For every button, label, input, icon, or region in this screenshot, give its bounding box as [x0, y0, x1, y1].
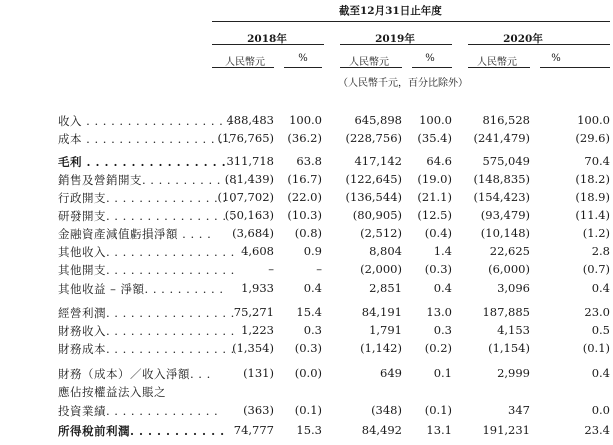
year-2018-header: 2018年	[247, 33, 287, 45]
cell-pct-2018: 0.9	[303, 244, 322, 258]
unit-note: （人民幣千元，百分比除外）	[338, 78, 468, 89]
cell-rmb-2020: 3,096	[497, 281, 530, 295]
cell-rmb-2019: (1,142)	[360, 341, 402, 355]
cell-rmb-2020: (10,148)	[480, 226, 530, 240]
cell-rmb-2019: 8,804	[369, 244, 402, 258]
cell-rmb-2020: 4,153	[497, 323, 530, 337]
cell-rmb-2020: 22,625	[489, 244, 530, 258]
cell-rmb-2019: 1,791	[369, 323, 402, 337]
unit-pct-2019: %	[425, 53, 435, 64]
cell-rmb-2019: (2,512)	[360, 226, 402, 240]
unit-rule-pct-2020	[540, 67, 610, 68]
unit-rmb-2020: 人民幣元	[477, 57, 517, 68]
cell-pct-2018: (36.2)	[287, 131, 322, 145]
cell-rmb-2020: 347	[508, 403, 530, 417]
cell-rmb-2019: 417,142	[354, 154, 402, 168]
cell-pct-2020: (0.7)	[582, 262, 610, 276]
cell-pct-2020: 0.0	[591, 403, 610, 417]
cell-rmb-2020: (148,835)	[473, 172, 530, 186]
cell-pct-2020: 0.4	[591, 281, 610, 295]
row-label: 銷售及營銷開支. . . . . . . . . . . .	[58, 173, 238, 187]
row-label: 財務成本. . . . . . . . . . . . . . . .	[58, 342, 235, 356]
cell-rmb-2020: (1,154)	[488, 341, 530, 355]
row-label: 行政開支. . . . . . . . . . . . . . . .	[58, 191, 235, 205]
cell-pct-2019: (19.0)	[417, 172, 452, 186]
cell-pct-2018: 15.4	[296, 305, 322, 319]
unit-rule-rmb-2018	[212, 67, 274, 68]
cell-rmb-2019: (136,544)	[345, 190, 402, 204]
cell-pct-2018: (0.0)	[294, 366, 322, 380]
cell-rmb-2018: –	[268, 262, 274, 276]
cell-rmb-2019: 2,851	[369, 281, 402, 295]
unit-rule-pct-2019	[412, 67, 452, 68]
header-rule-top	[212, 21, 610, 22]
cell-pct-2019: 0.1	[433, 366, 452, 380]
cell-pct-2019: 1.4	[433, 244, 452, 258]
cell-pct-2018: (0.8)	[294, 226, 322, 240]
cell-rmb-2019: (348)	[371, 403, 402, 417]
cell-pct-2019: (0.4)	[424, 226, 452, 240]
cell-pct-2020: 23.0	[584, 305, 610, 319]
cell-pct-2019: 0.3	[433, 323, 452, 337]
cell-pct-2019: (0.2)	[424, 341, 452, 355]
cell-pct-2020: (29.6)	[575, 131, 610, 145]
cell-pct-2019: (0.3)	[424, 262, 452, 276]
table-period-header: 截至12月31日止年度	[339, 5, 442, 17]
cell-pct-2020: (18.9)	[575, 190, 610, 204]
cell-pct-2018: (22.0)	[287, 190, 322, 204]
cell-rmb-2019: (80,905)	[352, 208, 402, 222]
year-2018-rule	[212, 44, 324, 45]
cell-rmb-2018: (3,684)	[232, 226, 274, 240]
cell-pct-2018: 100.0	[289, 113, 322, 127]
cell-pct-2018: 63.8	[296, 154, 322, 168]
cell-rmb-2020: 575,049	[482, 154, 530, 168]
cell-rmb-2020: (154,423)	[473, 190, 530, 204]
cell-rmb-2019: (122,645)	[345, 172, 402, 186]
cell-rmb-2018: 1,223	[241, 323, 274, 337]
row-label: 投資業績. . . . . . . . . . . . . .	[58, 404, 219, 418]
cell-rmb-2018: 74,777	[233, 423, 274, 437]
row-label: 金融資產減值虧損淨額 . . . .	[58, 227, 212, 241]
cell-rmb-2020: (93,479)	[480, 208, 530, 222]
cell-pct-2018: –	[316, 262, 322, 276]
year-2019-rule	[340, 44, 452, 45]
cell-pct-2020: (0.1)	[582, 341, 610, 355]
cell-pct-2019: 0.4	[433, 281, 452, 295]
unit-rule-pct-2018	[284, 67, 322, 68]
cell-rmb-2019: (2,000)	[360, 262, 402, 276]
cell-rmb-2018: 488,483	[226, 113, 274, 127]
cell-rmb-2019: (228,756)	[345, 131, 402, 145]
cell-rmb-2020: 816,528	[482, 113, 530, 127]
row-label: 經營利潤. . . . . . . . . . . . . . . .	[58, 306, 235, 320]
unit-rule-rmb-2019	[340, 67, 402, 68]
cell-rmb-2019: 84,492	[361, 423, 402, 437]
cell-pct-2019: 13.1	[426, 423, 452, 437]
cell-pct-2018: (0.1)	[294, 403, 322, 417]
cell-rmb-2020: (241,479)	[473, 131, 530, 145]
row-label: 財務（成本）／收入淨額. . .	[58, 367, 211, 381]
cell-rmb-2020: 187,885	[482, 305, 530, 319]
cell-rmb-2018: 75,271	[233, 305, 274, 319]
cell-rmb-2020: 191,231	[482, 423, 530, 437]
row-label: 應佔按權益法入賬之	[58, 385, 166, 399]
year-2020-header: 2020年	[503, 33, 543, 45]
row-label: 毛利 . . . . . . . . . . . . . . . .	[58, 155, 227, 169]
cell-rmb-2018: 1,933	[241, 281, 274, 295]
row-label: 收入 . . . . . . . . . . . . . . . . . .	[58, 114, 232, 128]
cell-pct-2019: (21.1)	[417, 190, 452, 204]
row-label: 財務收入. . . . . . . . . . . . . . . .	[58, 324, 235, 338]
cell-rmb-2018: (176,765)	[217, 131, 274, 145]
year-2019-header: 2019年	[375, 33, 415, 45]
cell-rmb-2018: 311,718	[226, 154, 274, 168]
cell-pct-2020: 0.5	[591, 323, 610, 337]
cell-pct-2019: 64.6	[426, 154, 452, 168]
cell-pct-2020: 23.4	[584, 423, 610, 437]
cell-rmb-2018: (363)	[243, 403, 274, 417]
cell-pct-2020: (11.4)	[575, 208, 610, 222]
cell-rmb-2018: (81,439)	[224, 172, 274, 186]
row-label: 研發開支. . . . . . . . . . . . . . . .	[58, 209, 235, 223]
cell-pct-2018: 0.4	[303, 281, 322, 295]
row-label: 其他開支. . . . . . . . . . . . . . . .	[58, 263, 235, 277]
row-label: 其他收益 – 淨額. . . . . . . . . .	[58, 282, 224, 296]
cell-pct-2019: (35.4)	[417, 131, 452, 145]
cell-pct-2019: 100.0	[419, 113, 452, 127]
unit-pct-2018: %	[298, 53, 308, 64]
cell-rmb-2018: (50,163)	[224, 208, 274, 222]
cell-pct-2019: (12.5)	[417, 208, 452, 222]
cell-rmb-2019: 84,191	[361, 305, 402, 319]
cell-rmb-2018: (131)	[243, 366, 274, 380]
row-label: 其他收入. . . . . . . . . . . . . . . .	[58, 245, 235, 259]
cell-pct-2020: 0.4	[591, 366, 610, 380]
cell-rmb-2020: (6,000)	[488, 262, 530, 276]
year-2020-rule	[468, 44, 610, 45]
cell-pct-2020: 2.8	[591, 244, 610, 258]
row-label: 成本 . . . . . . . . . . . . . . . . . .	[58, 132, 232, 146]
cell-pct-2018: (16.7)	[287, 172, 322, 186]
cell-pct-2020: (1.2)	[582, 226, 610, 240]
cell-rmb-2018: 4,608	[241, 244, 274, 258]
cell-pct-2018: (0.3)	[294, 341, 322, 355]
unit-rmb-2018: 人民幣元	[225, 57, 265, 68]
cell-rmb-2019: 645,898	[354, 113, 402, 127]
cell-rmb-2020: 2,999	[497, 366, 530, 380]
cell-pct-2018: 0.3	[303, 323, 322, 337]
cell-rmb-2019: 649	[380, 366, 402, 380]
unit-rmb-2019: 人民幣元	[349, 57, 389, 68]
cell-rmb-2018: (107,702)	[217, 190, 274, 204]
cell-pct-2018: 15.3	[296, 423, 322, 437]
cell-pct-2020: (18.2)	[575, 172, 610, 186]
row-label: 所得稅前利潤. . . . . . . . . . .	[58, 424, 225, 438]
cell-pct-2019: (0.1)	[424, 403, 452, 417]
cell-pct-2020: 70.4	[584, 154, 610, 168]
unit-pct-2020: %	[551, 53, 561, 64]
cell-rmb-2018: (1,354)	[232, 341, 274, 355]
cell-pct-2018: (10.3)	[287, 208, 322, 222]
cell-pct-2020: 100.0	[577, 113, 610, 127]
unit-rule-rmb-2020	[468, 67, 530, 68]
cell-pct-2019: 13.0	[426, 305, 452, 319]
